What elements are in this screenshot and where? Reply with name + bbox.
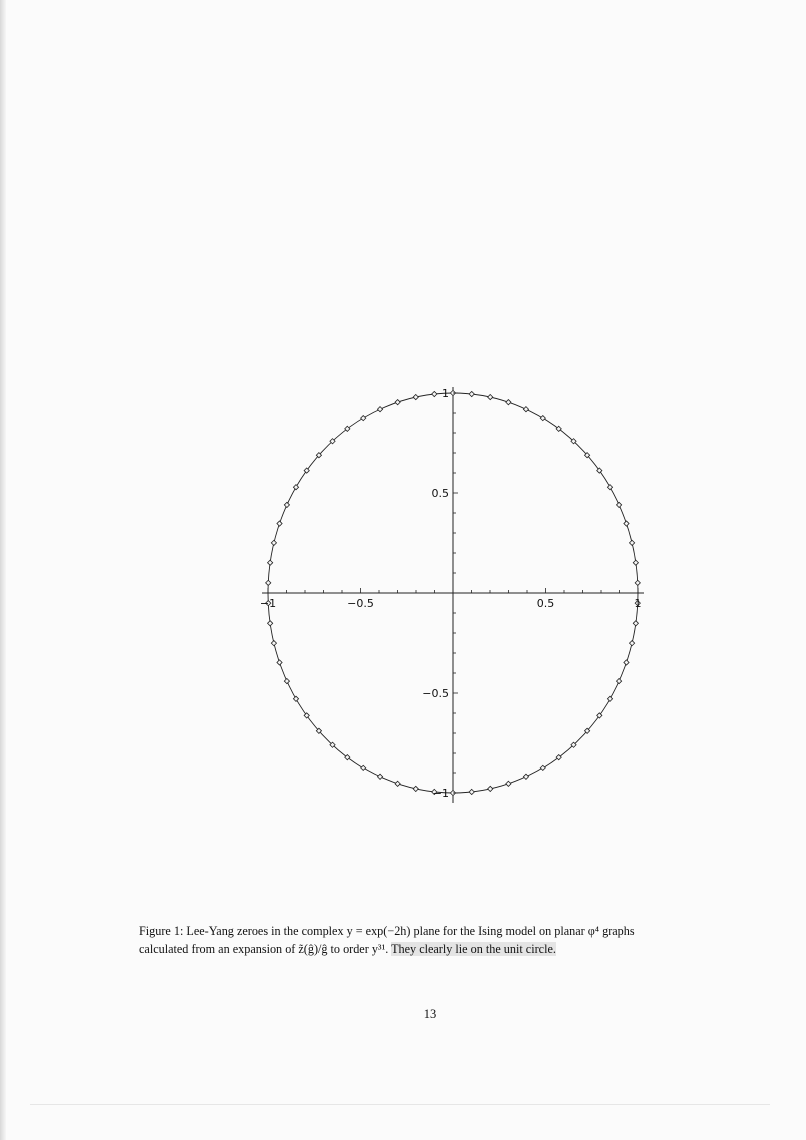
zero-marker — [488, 394, 493, 399]
zero-marker — [469, 391, 474, 396]
y-tick-label: 1 — [442, 387, 449, 400]
y-tick-label: 0.5 — [431, 487, 449, 500]
page-number: 13 — [423, 1007, 437, 1021]
lee-yang-plot — [250, 378, 670, 818]
caption-line-2b: They clearly lie on the unit circle. — [391, 942, 556, 956]
zero-marker — [271, 540, 276, 545]
x-tick-label: 1 — [634, 597, 642, 610]
zero-marker — [629, 641, 634, 646]
zero-marker — [284, 502, 289, 507]
caption-label: Figure 1: — [139, 924, 184, 938]
y-tick-label: −1 — [432, 787, 449, 800]
zero-marker — [271, 641, 276, 646]
zero-marker — [616, 678, 621, 683]
zero-marker — [268, 560, 273, 565]
zero-marker — [523, 407, 528, 412]
zero-marker — [395, 400, 400, 405]
x-tick-label: −1 — [259, 597, 277, 610]
zero-marker — [266, 580, 271, 585]
zero-marker — [633, 560, 638, 565]
axes — [259, 387, 644, 803]
zero-marker — [277, 521, 282, 526]
zero-marker — [377, 407, 382, 412]
zero-marker — [413, 786, 418, 791]
zero-marker — [607, 485, 612, 490]
zero-marker — [361, 765, 366, 770]
zero-marker — [284, 678, 289, 683]
x-tick-label: −0.5 — [347, 597, 374, 610]
zero-marker — [633, 621, 638, 626]
zero-marker — [361, 416, 366, 421]
zero-marker — [624, 660, 629, 665]
zero-marker — [377, 774, 382, 779]
y-tick-label: −0.5 — [422, 687, 449, 700]
caption-line-1: Lee-Yang zeroes in the complex y = exp(−2h) plane for the Ising model on planar φ⁴ graphs — [186, 924, 635, 938]
zero-marker — [523, 774, 528, 779]
figure-caption — [139, 922, 739, 958]
zero-marker — [268, 621, 273, 626]
zero-marker — [395, 781, 400, 786]
x-tick-label: 0.5 — [536, 597, 555, 610]
zero-marker — [540, 416, 545, 421]
zero-marker — [635, 580, 640, 585]
zero-marker — [607, 696, 612, 701]
zero-marker — [624, 521, 629, 526]
zero-marker — [616, 502, 621, 507]
scan-edge — [30, 1104, 770, 1105]
caption-line-2a: calculated from an expansion of z̃(ĝ)/ĝ to order y³¹. — [139, 942, 389, 956]
zero-marker — [277, 660, 282, 665]
zero-marker — [506, 400, 511, 405]
zero-marker — [293, 696, 298, 701]
zero-marker — [540, 765, 545, 770]
zero-marker — [469, 789, 474, 794]
zero-marker — [488, 786, 493, 791]
zero-marker — [629, 540, 634, 545]
zero-marker — [413, 394, 418, 399]
scan-shadow — [0, 0, 6, 1140]
zero-marker — [506, 781, 511, 786]
zero-marker — [293, 485, 298, 490]
zero-marker — [432, 391, 437, 396]
